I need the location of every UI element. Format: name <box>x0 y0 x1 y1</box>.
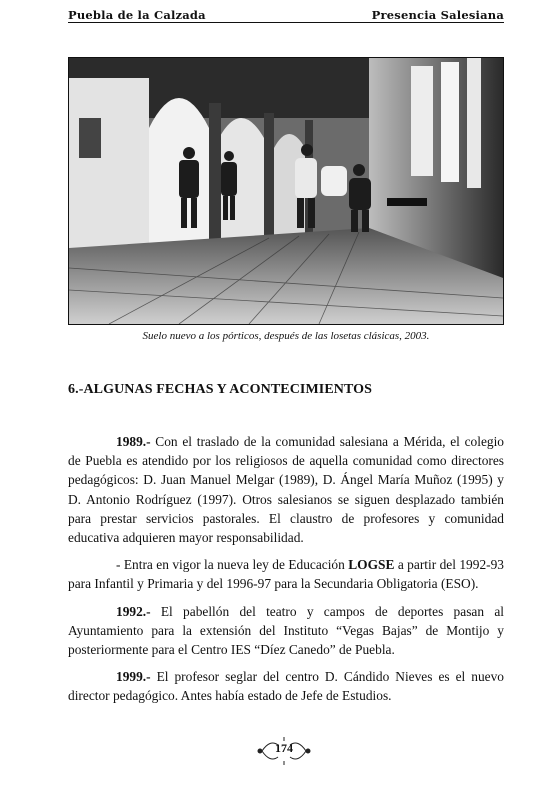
logse-term: LOGSE <box>348 557 395 573</box>
paragraph-1999-text: El profesor seglar del centro D. Cándido Nieves es el nuevo director pedagógico. Antes había estado de Jefe de Estudios. <box>68 669 504 704</box>
body-text <box>68 432 504 714</box>
cloister-photo-drawing <box>69 58 503 324</box>
section-heading: 6.-ALGUNAS FECHAS Y ACONTECIMIENTOS <box>68 382 373 397</box>
header-left-title: Puebla de la Calzada <box>68 8 206 22</box>
header-rule <box>68 22 504 23</box>
paragraph-logse-pre: - Entra en vigor la nueva ley de Educación <box>116 557 349 573</box>
page-number: 174 <box>275 741 293 755</box>
year-1999: 1999.- <box>116 669 151 685</box>
running-header <box>68 4 504 22</box>
paragraph-logse-post: a partir del 1992-93 para Infantil y Primaria y del 1996-97 para la Secundaria Obligatoria (ESO). <box>68 557 504 592</box>
paragraph-1989-text: Con el traslado de la comunidad salesiana a Mérida, el colegio de Puebla es atendido por los religiosos de aquella comunidad como directores pedagógicos: D. Juan Manuel Melgar (1989), D. Ángel María Muñoz (1995) y D. Antonio Rodríguez (1997). Otros salesianos se siguen desplazado también para prestar servicios pastorales. El claustro de profesores y comunidad educativa adquieren mayor responsabilidad. <box>68 434 504 546</box>
paragraph-1992-text: El pabellón del teatro y campos de deportes pasan al Ayuntamiento para la extensión del Instituto “Vegas Bajas” de Montijo y posteriormente para el Centro IES “Díez Canedo” de Puebla. <box>68 603 504 658</box>
year-1992: 1992.- <box>116 603 151 619</box>
year-1989: 1989.- <box>116 434 151 449</box>
paragraph-logse <box>68 555 504 593</box>
paragraph-1999 <box>68 667 504 705</box>
header-right-title: Presencia Salesiana <box>371 8 504 22</box>
paragraph-1992 <box>68 602 504 660</box>
paragraph-1989 <box>68 432 504 547</box>
photo-caption: Suelo nuevo a los pórticos, después de las losetas clásicas, 2003. <box>142 330 430 342</box>
cloister-photo <box>68 57 504 325</box>
